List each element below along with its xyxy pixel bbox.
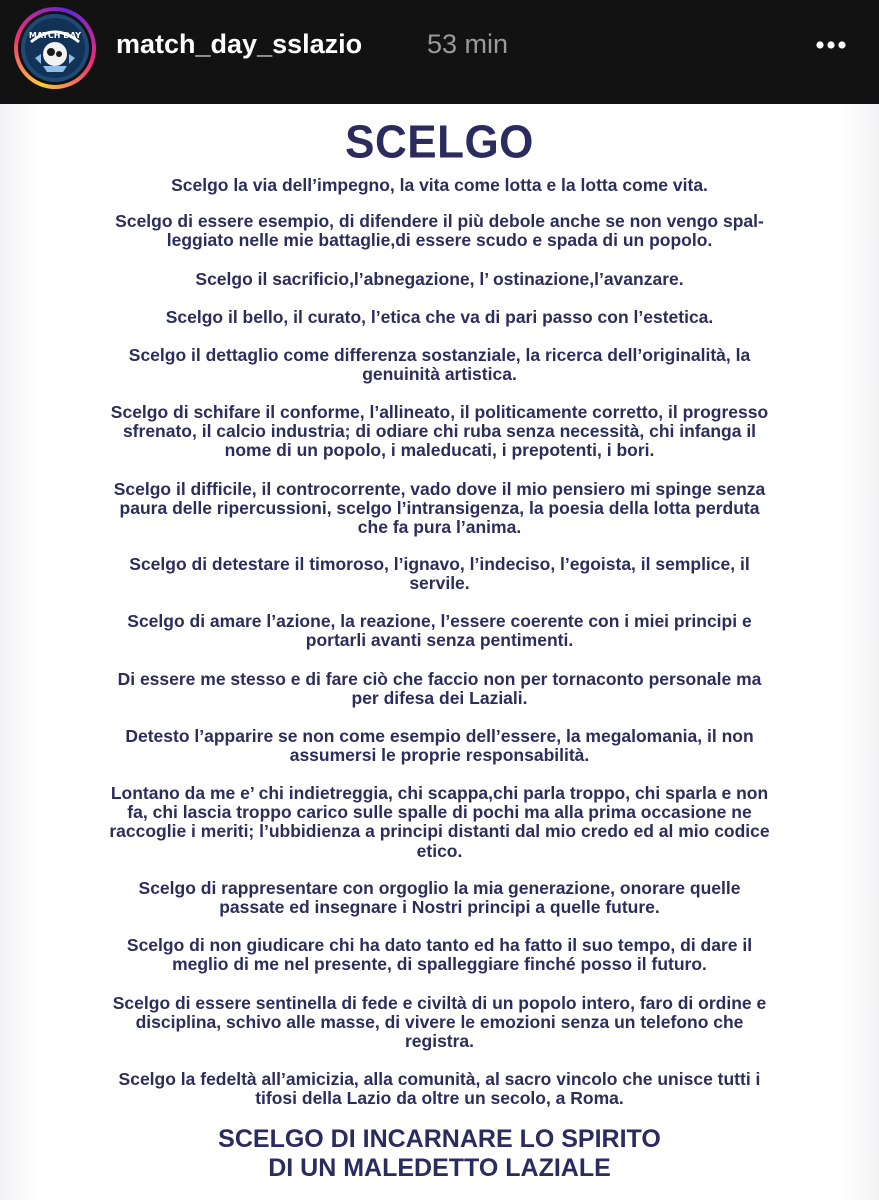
post-time: 53 min xyxy=(427,29,509,59)
paragraph-6: Scelgo di schifare il conforme, l’allineato, il politicamente corretto, il progresso sfrenato, il calcio industria; di odiare chi ruba senza necessità, chi infanga il nome di un popolo, i maleducati, i prepotenti, i bori. xyxy=(110,402,769,461)
paragraph-14: Scelgo di non giudicare chi ha dato tanto ed ha fatto il suo tempo, di dare il meglio di me nel presente, di spalleggiare finché posso il futuro. xyxy=(126,935,753,975)
paragraph-7: Scelgo il difficile, il controcorrente, vado dove il mio pensiero mi spinge senza paura delle ripercussioni, scelgo l’intransigenza, la poesia della lotta perduta che fa pura l’anima. xyxy=(113,479,766,538)
paragraph-2: Scelgo di essere esempio, di difendere il più debole anche se non vengo spal- leggiato nelle mie battaglie,di essere scudo e spada di un popolo. xyxy=(115,211,764,251)
closing-statement: SCELGO DI INCARNARE LO SPIRITO DI UN MALEDETTO LAZIALE xyxy=(218,1125,661,1182)
paragraph-13: Scelgo di rappresentare con orgoglio la mia generazione, onorare quelle passate ed insegnare i Nostri principi a quelle future. xyxy=(138,878,741,918)
paragraph-9: Scelgo di amare l’azione, la reazione, l’essere coerente con i miei principi e portarli avanti senza pentimenti. xyxy=(127,611,752,651)
paragraph-4: Scelgo il bello, il curato, l’etica che va di pari passo con l’estetica. xyxy=(165,307,714,327)
story-left-edge xyxy=(0,104,40,1200)
more-options-icon xyxy=(806,28,856,62)
paragraph-10: Di essere me stesso e di fare ciò che faccio non per tornaconto personale ma per difesa dei Laziali. xyxy=(117,669,762,709)
paragraph-8: Scelgo di detestare il timoroso, l’ignavo, l’indeciso, l’egoista, il semplice, il servile. xyxy=(129,554,750,594)
paragraph-5: Scelgo il dettaglio come differenza sostanziale, la ricerca dell’originalità, la genuinità artistica. xyxy=(128,345,751,385)
more-options-button[interactable] xyxy=(806,28,856,62)
paragraph-12: Lontano da me e’ chi indietreggia, chi scappa,chi parla troppo, chi sparla e non fa, chi lascia troppo carico sulle spalle di pochi ma alla prima occasione ne raccoglie i meriti; l’ubbidienza a principi distanti dal mio credo ed al mio codice etico. xyxy=(109,783,770,861)
story-header xyxy=(0,0,879,104)
paragraph-1: Scelgo la via dell’impegno, la vita come lotta e la lotta come vita. xyxy=(171,175,708,195)
story-right-edge xyxy=(839,104,879,1200)
paragraph-15: Scelgo di essere sentinella di fede e civiltà di un popolo intero, faro di ordine e disciplina, schivo alle masse, di vivere le emozioni senza un telefono che registra. xyxy=(112,993,767,1052)
match-day-logo-icon xyxy=(21,14,89,82)
paragraph-11: Detesto l’apparire se non come esempio dell’essere, la megalomania, il non assumersi le proprie responsabilità. xyxy=(125,726,754,766)
document-title: SCELGO xyxy=(345,116,534,169)
profile-avatar[interactable] xyxy=(14,7,96,89)
paragraph-3: Scelgo il sacrificio,l’abnegazione, l’ ostinazione,l’avanzare. xyxy=(195,269,684,289)
paragraph-16: Scelgo la fedeltà all’amicizia, alla comunità, al sacro vincolo che unisce tutti i tifosi della Lazio da oltre un secolo, a Roma. xyxy=(118,1069,761,1109)
svg-text:MATCH DAY: MATCH DAY xyxy=(28,31,82,40)
username-link[interactable]: match_day_sslazio xyxy=(116,29,363,59)
